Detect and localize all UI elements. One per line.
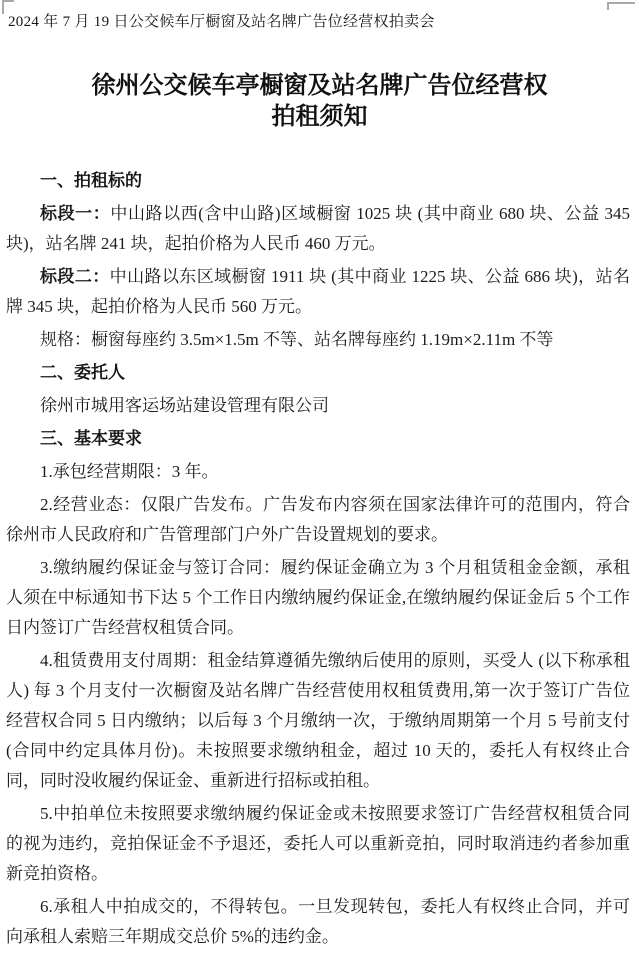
- paragraph: 规格：橱窗每座约 3.5m×1.5m 不等、站名牌每座约 1.19m×2.11m 不等: [40, 330, 554, 349]
- header-boundary-corner-right-icon: [607, 2, 635, 10]
- paragraph: 标段一：中山路以西(含中山路)区域橱窗 1025 块 (其中商业 680 块、公益 345 块)，站名牌 241 块，起拍价格为人民币 460 万元。: [6, 204, 631, 253]
- section-heading: 三、基本要求: [40, 429, 142, 448]
- paragraph-lead: 标段一：: [40, 204, 111, 223]
- paragraph: 徐州市城用客运场站建设管理有限公司: [40, 396, 329, 415]
- paragraph: 6.承租人中拍成交的，不得转包。一旦发现转包，委托人有权终止合同，并可向承租人索赔三年期成交总价 5%的违约金。: [6, 897, 630, 946]
- paragraph: 5.中拍单位未按照要求缴纳履约保证金或未按照要求签订广告经营权租赁合同的视为违约，竞拍保证金不予退还，委托人可以重新竞拍，同时取消违约者参加重新竞拍资格。: [6, 804, 630, 883]
- document-title-line-1: 徐州公交候车亭橱窗及站名牌广告位经营权: [91, 72, 548, 99]
- page-header-text: 2024 年 7 月 19 日公交候车厅橱窗及站名牌广告位经营权拍卖会: [8, 14, 435, 30]
- paragraph-lead: 标段二：: [40, 267, 110, 286]
- paragraph: 4.租赁费用支付周期：租金结算遵循先缴纳后使用的原则，买受人 (以下称承租人) 每 3 个月支付一次橱窗及站名牌广告经营使用权租赁费用,第一次于签订广告位经营权合同 5 日内缴纳；以后每 3 个月缴纳一次，于缴纳周期第一个月 5 号前支付 (合同中约定具体月份)。未按照要求缴纳租金，超过 10 天的，委托人有权终止合同，同时没收履约保证金、重新进行招标或拍租。: [6, 651, 630, 790]
- paragraph: 标段二：中山路以东区域橱窗 1911 块 (其中商业 1225 块、公益 686 块)，站名牌 345 块，起拍价格为人民币 560 万元。: [6, 267, 630, 316]
- paragraph: 2.经营业态：仅限广告发布。广告发布内容须在国家法律许可的范围内，符合徐州市人民政府和广告管理部门户外广告设置规划的要求。: [6, 495, 630, 544]
- document-title: [0, 70, 639, 132]
- document-body: [6, 166, 630, 955]
- section-heading: 一、拍租标的: [40, 171, 142, 190]
- paragraph: 1.承包经营期限：3 年。: [40, 462, 219, 481]
- section-heading: 二、委托人: [40, 363, 125, 382]
- document-title-line-2: 拍租须知: [271, 103, 368, 130]
- header-boundary-corner-left-icon: [2, 0, 14, 14]
- paragraph: 3.缴纳履约保证金与签订合同：履约保证金确立为 3 个月租赁租金金额，承租人须在中标通知书下达 5 个工作日内缴纳履约保证金,在缴纳履约保证金后 5 个工作日内签订广告经营权租赁合同。: [6, 558, 630, 637]
